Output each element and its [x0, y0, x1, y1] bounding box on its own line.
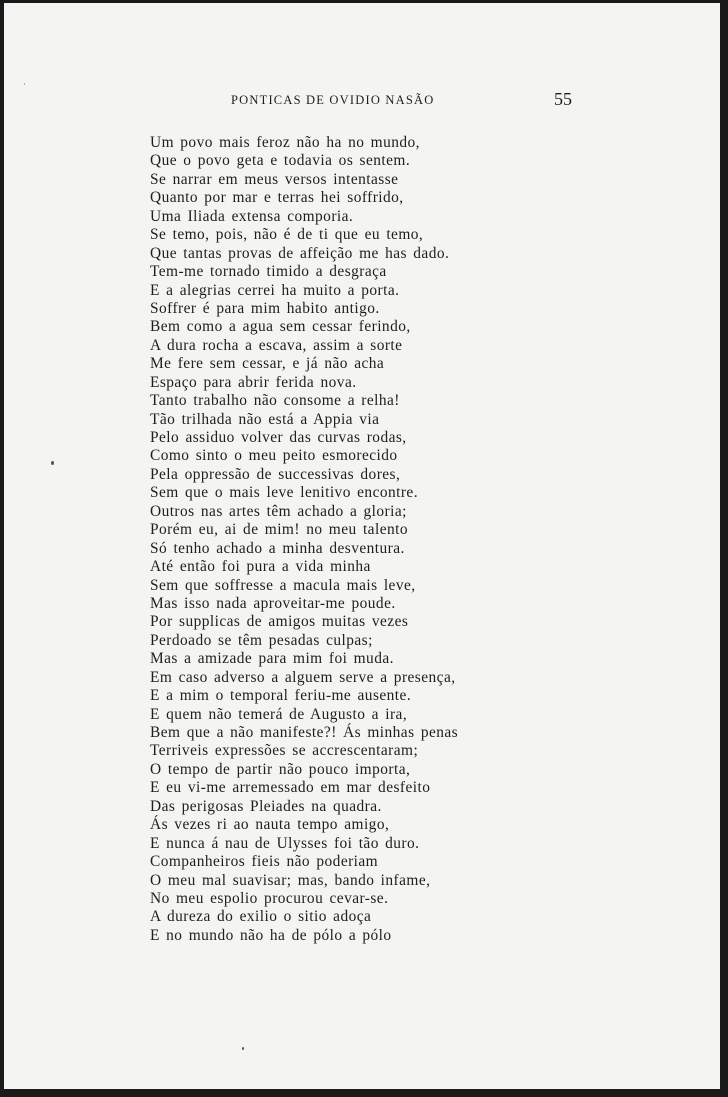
poem-line: Como sinto o meu peito esmorecido	[150, 447, 398, 465]
poem-line: Mas isso nada aproveitar-me poude.	[150, 594, 396, 612]
poem-line: Uma Iliada extensa comporia.	[150, 207, 354, 225]
poem-line: Sem que soffresse a macula mais leve,	[150, 576, 416, 594]
poem-line: No meu espolio procurou cevar-se.	[150, 889, 389, 907]
poem-line: Outros nas artes têm achado a gloria;	[150, 502, 407, 520]
poem-line: E eu vi-me arremessado em mar desfeito	[150, 779, 431, 797]
page-number: 55	[554, 89, 572, 109]
poem-text	[150, 134, 710, 945]
poem-line: Se narrar em meus versos intentasse	[150, 170, 399, 188]
running-head: PONTICAS DE OVIDIO NASÃO	[231, 93, 435, 107]
poem-line: Ás vezes ri ao nauta tempo amigo,	[150, 816, 390, 834]
poem-line: E a mim o temporal feriu-me ausente.	[150, 687, 412, 705]
poem-line: O tempo de partir não pouco importa,	[150, 760, 411, 778]
poem-line: Soffrer é para mim habito antigo.	[150, 299, 380, 317]
poem-line: E a alegrias cerrei ha muito a porta.	[150, 281, 400, 299]
poem-line: Me fere sem cessar, e já não acha	[150, 355, 385, 373]
poem-line: Terriveis expressões se accrescentaram;	[150, 742, 419, 760]
poem-line: Tão trilhada não está a Appia via	[150, 410, 380, 428]
page-header	[4, 89, 720, 113]
poem-line: A dura rocha a escava, assim a sorte	[150, 336, 403, 354]
poem-line: Que tantas provas de affeição me has dado.	[150, 244, 450, 262]
poem-line: Um povo mais feroz não ha no mundo,	[150, 134, 420, 151]
poem-line: Se temo, pois, não é de ti que eu temo,	[150, 226, 424, 244]
poem-line: Sem que o mais leve lenitivo encontre.	[150, 484, 419, 502]
poem-line: Pela oppressão de successivas dores,	[150, 465, 401, 483]
poem-line: O meu mal suavisar; mas, bando infame,	[150, 871, 431, 889]
poem-line: Companheiros fieis não poderiam	[150, 853, 379, 871]
poem-line: A dureza do exilio o sitio adoça	[150, 908, 372, 926]
poem-line: Perdoado se têm pesadas culpas;	[150, 631, 373, 649]
poem-line: Bem que a não manifeste?! Ás minhas penas	[150, 724, 459, 741]
poem-line: Que o povo geta e todavia os sentem.	[150, 152, 411, 170]
poem-line: Espaço para abrir ferida nova.	[150, 373, 357, 391]
poem-line: Das perigosas Pleiades na quadra.	[150, 797, 382, 815]
poem-line: Por supplicas de amigos muitas vezes	[150, 613, 409, 631]
poem-line: Quanto por mar e terras hei soffrido,	[150, 189, 404, 207]
poem-line: E nunca á nau de Ulysses foi tão duro.	[150, 834, 420, 852]
paper-speck	[51, 461, 54, 465]
poem-line: Bem como a agua sem cessar ferindo,	[150, 318, 411, 336]
book-page	[4, 3, 720, 1089]
poem-line: E quem não temerá de Augusto a ira,	[150, 705, 408, 723]
poem-line: Pelo assiduo volver das curvas rodas,	[150, 429, 407, 446]
poem-line: Até então foi pura a vida minha	[150, 558, 371, 576]
poem-line: Tanto trabalho não consome a relha!	[150, 392, 400, 410]
poem-line: E no mundo não ha de pólo a pólo	[150, 926, 392, 944]
poem-line: Em caso adverso a alguem serve a presença,	[150, 668, 456, 686]
poem-line: Porém eu, ai de mim! no meu talento	[150, 521, 408, 539]
poem-line: Mas a amizade para mim foi muda.	[150, 650, 394, 668]
poem-line: Tem-me tornado timido a desgraça	[150, 263, 387, 281]
paper-speck	[242, 1047, 244, 1050]
paper-speck	[24, 83, 25, 85]
poem-line: Só tenho achado a minha desventura.	[150, 539, 405, 557]
